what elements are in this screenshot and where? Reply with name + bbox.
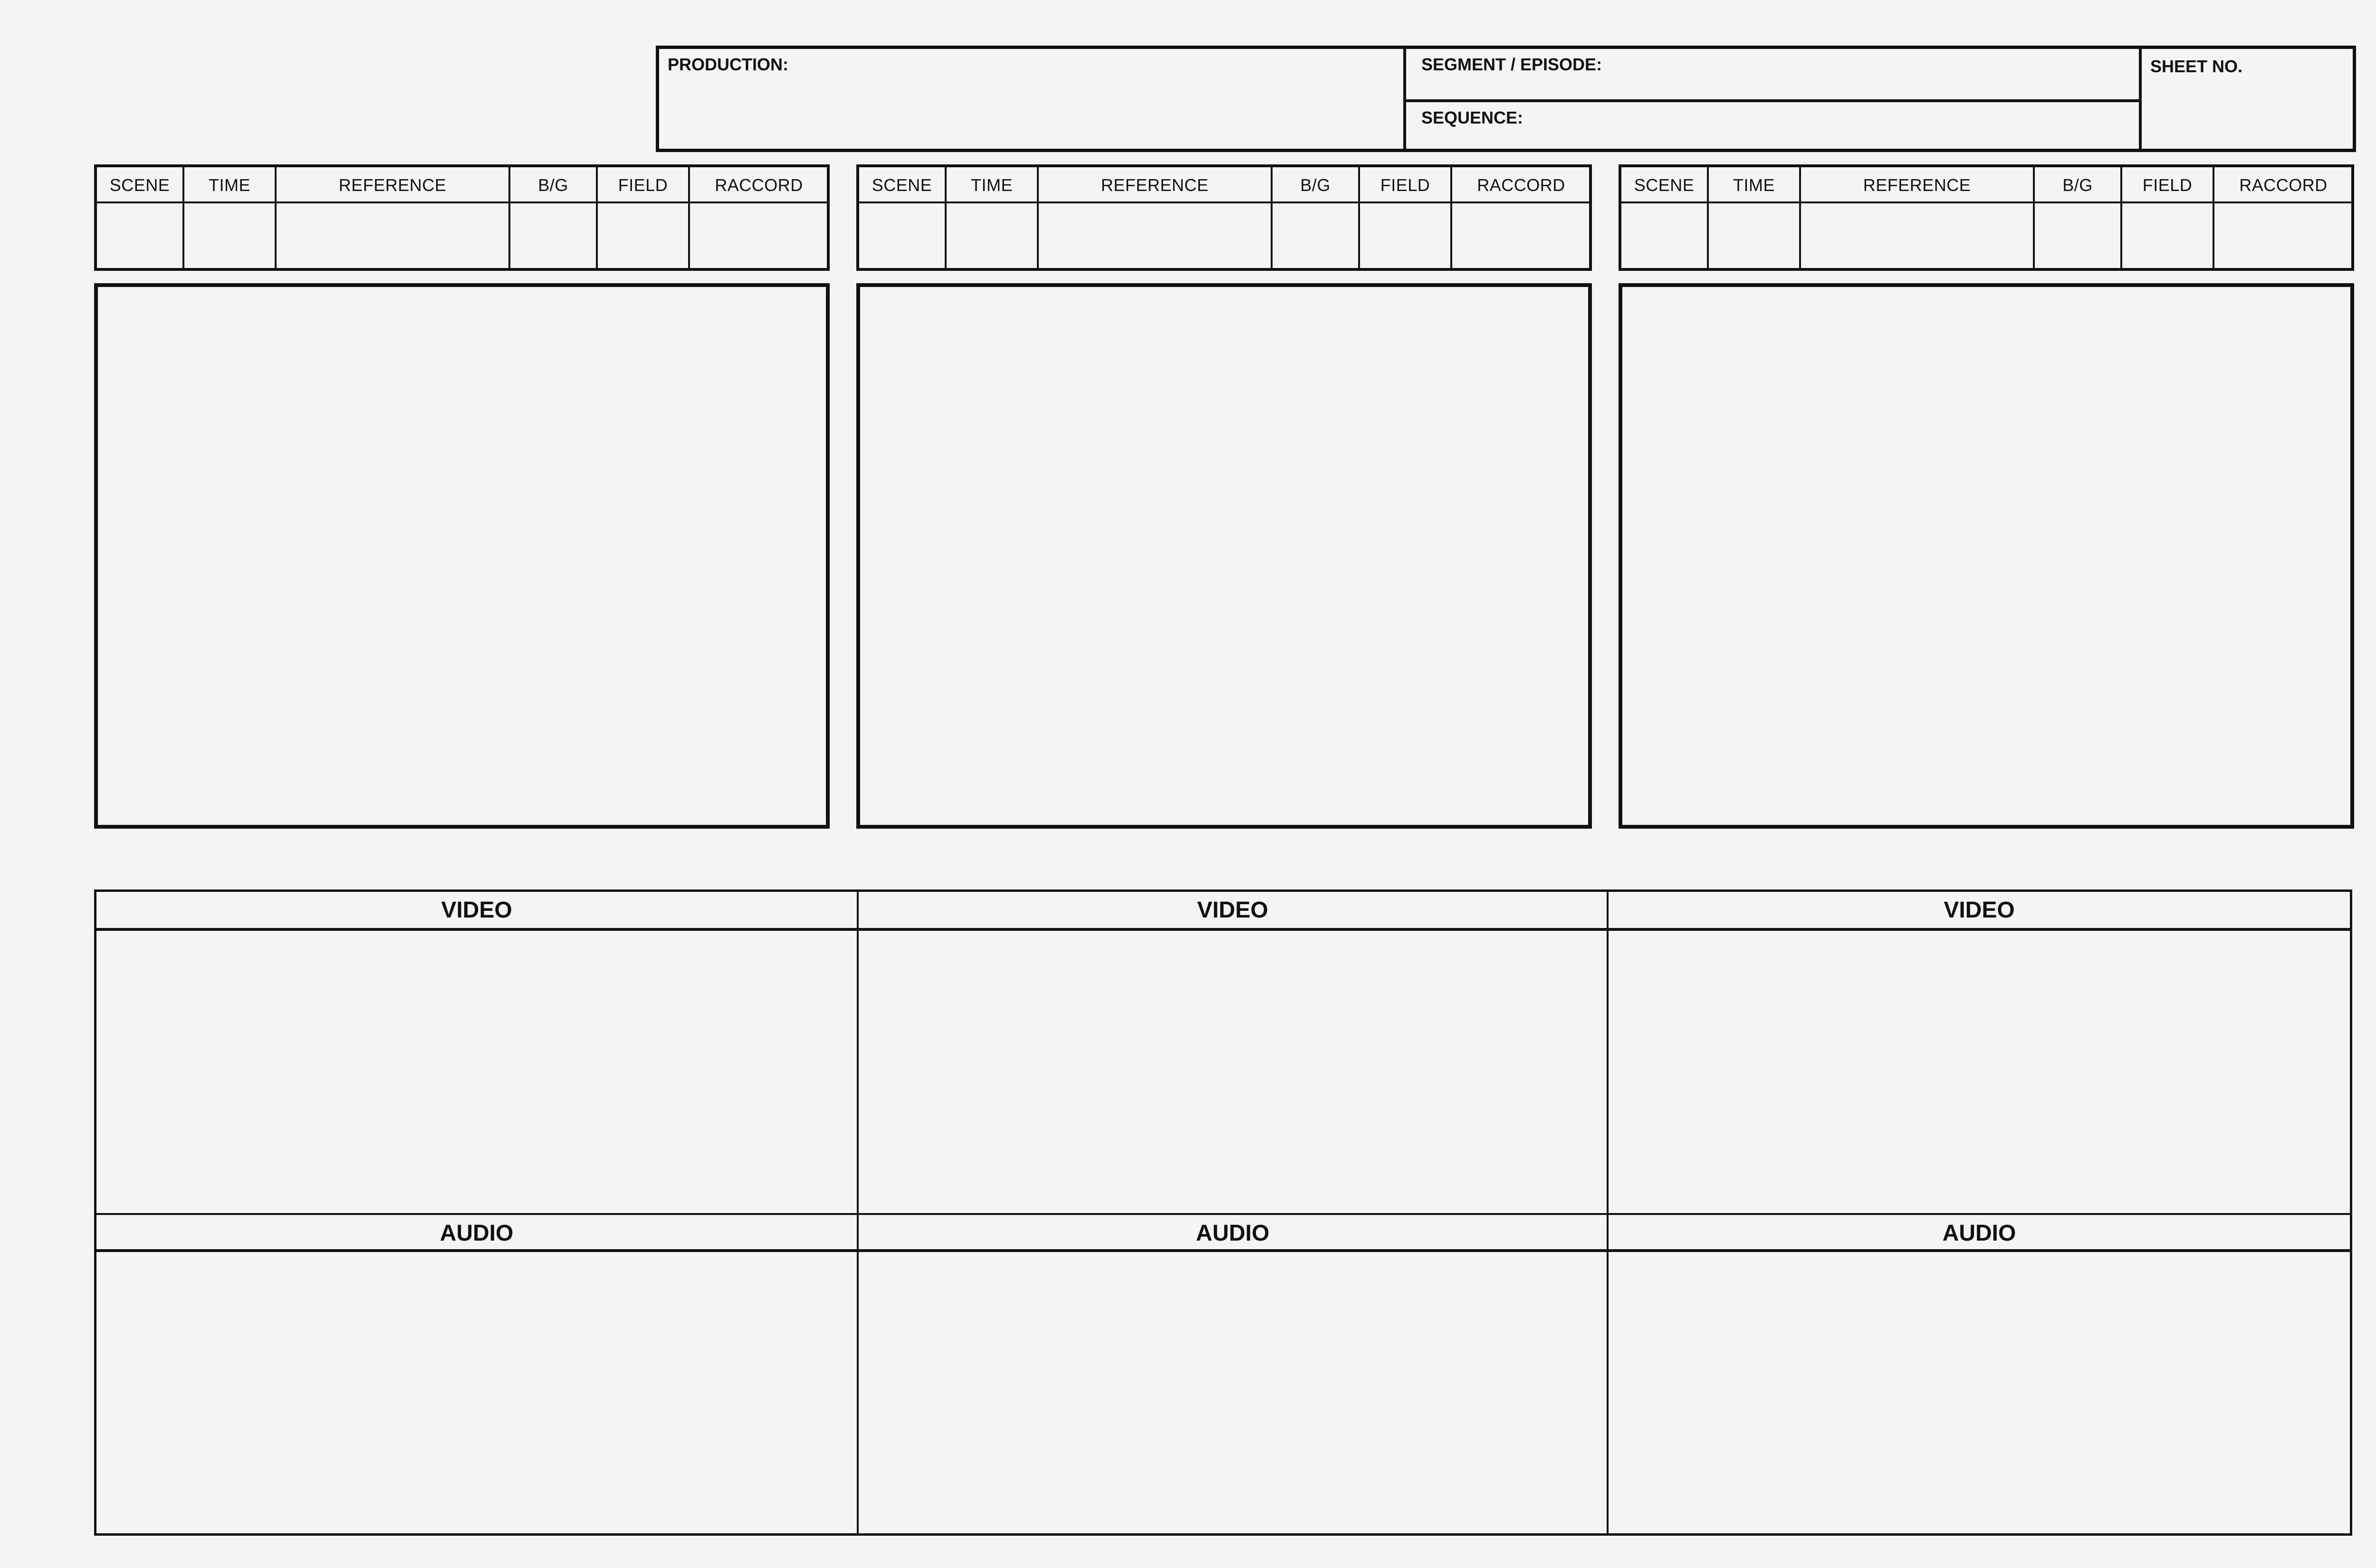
scene-header: SCENE <box>1634 175 1695 195</box>
time-header: TIME <box>209 175 250 195</box>
audio-label-2: AUDIO <box>1196 1220 1270 1246</box>
field-header: FIELD <box>618 175 668 195</box>
audio-notes-3[interactable] <box>1609 1252 2350 1533</box>
storyboard-frame-3[interactable] <box>1619 283 2354 829</box>
raccord-header: RACCORD <box>2239 175 2328 195</box>
segment-episode-label: SEGMENT / EPISODE: <box>1421 55 1602 74</box>
sheet-no-field[interactable] <box>2142 49 2353 149</box>
shot-info-table-3 <box>1619 164 2354 271</box>
video-label-1: VIDEO <box>441 897 512 923</box>
video-audio-grid <box>94 889 2352 1536</box>
reference-header: REFERENCE <box>1101 175 1209 195</box>
scene-header: SCENE <box>872 175 932 195</box>
video-label-2: VIDEO <box>1197 897 1268 923</box>
scene-header: SCENE <box>109 175 170 195</box>
production-field[interactable] <box>659 49 1403 149</box>
field-header: FIELD <box>1380 175 1430 195</box>
shot-info-table-1 <box>94 164 830 271</box>
sequence-field[interactable] <box>1406 102 2139 149</box>
time-header: TIME <box>1733 175 1775 195</box>
video-notes-1[interactable] <box>96 931 857 1213</box>
reference-header: REFERENCE <box>1863 175 1971 195</box>
time-header: TIME <box>971 175 1013 195</box>
audio-notes-1[interactable] <box>96 1252 857 1533</box>
audio-notes-2[interactable] <box>859 1252 1607 1533</box>
sheet-no-label: SHEET NO. <box>2150 57 2243 76</box>
field-header: FIELD <box>2142 175 2193 195</box>
video-notes-3[interactable] <box>1609 931 2350 1213</box>
bg-header: B/G <box>538 175 568 195</box>
audio-label-3: AUDIO <box>1942 1220 2016 1246</box>
audio-label-1: AUDIO <box>440 1220 514 1246</box>
sequence-label: SEQUENCE: <box>1421 108 1523 127</box>
storyboard-frame-2[interactable] <box>856 283 1592 829</box>
bg-header: B/G <box>1300 175 1331 195</box>
production-label: PRODUCTION: <box>668 55 788 74</box>
storyboard-frame-1[interactable] <box>94 283 830 829</box>
video-notes-2[interactable] <box>859 931 1607 1213</box>
shot-info-table-2 <box>856 164 1592 271</box>
bg-header: B/G <box>2062 175 2093 195</box>
video-label-3: VIDEO <box>1944 897 2015 923</box>
reference-header: REFERENCE <box>338 175 447 195</box>
segment-episode-field[interactable] <box>1406 49 2139 99</box>
header-block <box>656 46 2356 152</box>
raccord-header: RACCORD <box>1477 175 1565 195</box>
raccord-header: RACCORD <box>715 175 803 195</box>
